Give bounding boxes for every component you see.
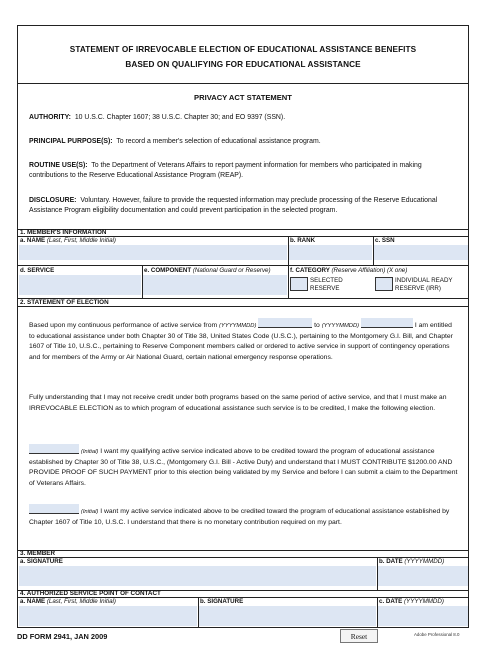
election-paragraph-1 xyxy=(29,318,458,363)
disclosure-paragraph xyxy=(29,196,460,216)
member-name-field[interactable] xyxy=(19,245,287,260)
disclosure-label: DISCLOSURE: xyxy=(29,197,77,204)
selected-reserve-checkbox[interactable] xyxy=(290,277,308,291)
option1-line2: RESERVE xyxy=(310,284,340,292)
p1-date-hint2: (YYYYMMDD) xyxy=(321,323,360,329)
member-date-label-text: b. DATE xyxy=(379,558,403,565)
poc-signature-field[interactable] xyxy=(199,606,376,626)
poc-name-hint: (Last, First, Middle Initial) xyxy=(46,598,116,605)
election-option-chapter30 xyxy=(29,444,458,489)
category-label xyxy=(290,267,407,274)
member-date-label xyxy=(379,558,444,565)
form-frame xyxy=(17,25,469,628)
authority-paragraph xyxy=(29,113,460,123)
member-signature-label: a. SIGNATURE xyxy=(20,558,63,565)
member-name-label-text: a. NAME xyxy=(20,237,46,244)
poc-name-label-text: a. NAME xyxy=(20,598,46,605)
election-option-chapter1607 xyxy=(29,504,458,528)
chapter1607-initial-field[interactable] xyxy=(29,504,79,514)
category-hint: (Reserve Affiliation) xyxy=(331,267,386,274)
initial-hint: (Initial) xyxy=(80,509,99,515)
poc-date-label xyxy=(379,598,444,605)
component-label-text: e. COMPONENT xyxy=(144,267,192,274)
member-signature-field[interactable] xyxy=(19,566,376,586)
divider xyxy=(18,550,468,551)
poc-date-hint: (YYYYMMDD) xyxy=(404,598,444,605)
form-title-line1: STATEMENT OF IRREVOCABLE ELECTION OF EDUCATIONAL ASSISTANCE BENEFITS xyxy=(69,45,417,54)
section1-heading: 1. MEMBER'S INFORMATION xyxy=(20,229,107,236)
section2-heading: 2. STATEMENT OF ELECTION xyxy=(20,299,109,306)
poc-name-label xyxy=(20,598,116,605)
routine-label: ROUTINE USE(S): xyxy=(29,162,88,169)
p1-to: to xyxy=(314,322,320,329)
section3-heading: 3. MEMBER xyxy=(20,550,55,557)
service-from-date-field[interactable] xyxy=(258,318,312,328)
irr-checkbox[interactable] xyxy=(375,277,393,291)
authority-label: AUTHORITY: xyxy=(29,114,71,121)
chapter30-text: I want my qualifying active service indicated above to be credited toward the program of educational assistance established by Chapter 30 of Title 38, U.S.C., (Montgomery G.I. Bill - Active Duty) and understand that I MUST CONTRIBUTE $1200.00 AND PROVIDE PROOF OF SUCH PAYMENT prior to this election being validated by my Service and before I can submit a claim to the Department of Veterans Affairs. xyxy=(29,448,458,487)
divider xyxy=(18,306,468,307)
authority-text: 10 U.S.C. Chapter 1607; 38 U.S.C. Chapter 30; and EO 9397 (SSN). xyxy=(74,114,286,121)
component-field[interactable] xyxy=(143,275,287,295)
rank-label: b. RANK xyxy=(290,237,316,244)
poc-signature-label: b. SIGNATURE xyxy=(200,598,244,605)
chapter30-initial-field[interactable] xyxy=(29,444,79,454)
adobe-version: Adobe Professional 8.0 xyxy=(414,632,460,637)
irr-label xyxy=(395,277,453,292)
rank-field[interactable] xyxy=(289,245,372,260)
ssn-label: c. SSN xyxy=(375,237,395,244)
category-hint-x-one: (X one) xyxy=(387,267,408,274)
p1-text-a: Based upon my continuous performance of active service from xyxy=(29,322,218,329)
service-label: d. SERVICE xyxy=(20,267,55,274)
divider xyxy=(288,265,289,298)
service-field[interactable] xyxy=(19,275,141,295)
p1-date-hint: (YYYYMMDD) xyxy=(219,323,257,329)
initial-hint: (Initial) xyxy=(80,449,99,455)
election-paragraph-2: Fully understanding that I may not receive credit under both programs based on the same period of active service, and that I must make an IRREVOCABLE ELECTION as to which program of educational assistance such service is to be credited, I make the following election. xyxy=(29,394,447,412)
poc-date-label-text: c. DATE xyxy=(379,598,403,605)
member-name-hint: (Last, First, Middle Initial) xyxy=(46,237,116,244)
member-name-label xyxy=(20,237,116,244)
divider xyxy=(18,265,468,266)
divider xyxy=(18,83,468,84)
option2-line2: RESERVE (IRR) xyxy=(395,284,441,292)
component-label xyxy=(144,267,271,274)
poc-name-field[interactable] xyxy=(19,606,197,626)
privacy-heading: PRIVACY ACT STATEMENT xyxy=(194,93,292,102)
routine-paragraph xyxy=(29,161,460,181)
service-to-date-field[interactable] xyxy=(361,318,413,328)
option2-line1: INDIVIDUAL READY xyxy=(395,277,453,284)
member-date-hint: (YYYYMMDD) xyxy=(404,558,445,565)
poc-date-field[interactable] xyxy=(378,606,468,626)
form-title-line2: BASED ON QUALIFYING FOR EDUCATIONAL ASSISTANCE xyxy=(125,60,361,69)
section4-heading: 4. AUTHORIZED SERVICE POINT OF CONTACT xyxy=(20,590,161,597)
category-label-text: f. CATEGORY xyxy=(290,267,330,274)
reset-button[interactable]: Reset xyxy=(340,629,378,643)
form-id: DD FORM 2941, JAN 2009 xyxy=(17,632,108,641)
chapter1607-text: I want my active service indicated above to be credited toward the program of educational assistance established by Chapter 1607 of Title 10, U.S.C. I understand that there is no monetary contribution required on my part. xyxy=(29,508,450,526)
ssn-field[interactable] xyxy=(374,245,468,260)
purpose-text: To record a member's selection of educational assistance program. xyxy=(116,138,321,145)
component-hint: (National Guard or Reserve) xyxy=(192,267,271,274)
option1-line1: SELECTED xyxy=(310,277,343,284)
purpose-paragraph xyxy=(29,137,460,147)
purpose-label: PRINCIPAL PURPOSE(S): xyxy=(29,138,113,145)
selected-reserve-label xyxy=(310,277,343,292)
p1-text-b: I am entitled to educational assistance under both Chapter 30 of Title 38, United States Code (U.S.C.), pertaining to the Montgomery G.I. Bill, and Chapter 1607 of Title 10, U.S.C., pertaining to Reserve Component members called or ordered to active service in support of contingency operations and for members of the Army or Air National Guard, certain national emergency response operations. xyxy=(29,322,453,361)
routine-text: To the Department of Veterans Affairs to report payment information for members who participated in making contributions to the Reserve Educational Assistance Program (REAP). xyxy=(29,162,422,179)
disclosure-text: Voluntary. However, failure to provide the requested information may preclude processing of the Reserve Educational Assistance Program eligibility documentation and could prevent participation in the selected program. xyxy=(29,197,438,214)
member-date-field[interactable] xyxy=(378,566,468,586)
